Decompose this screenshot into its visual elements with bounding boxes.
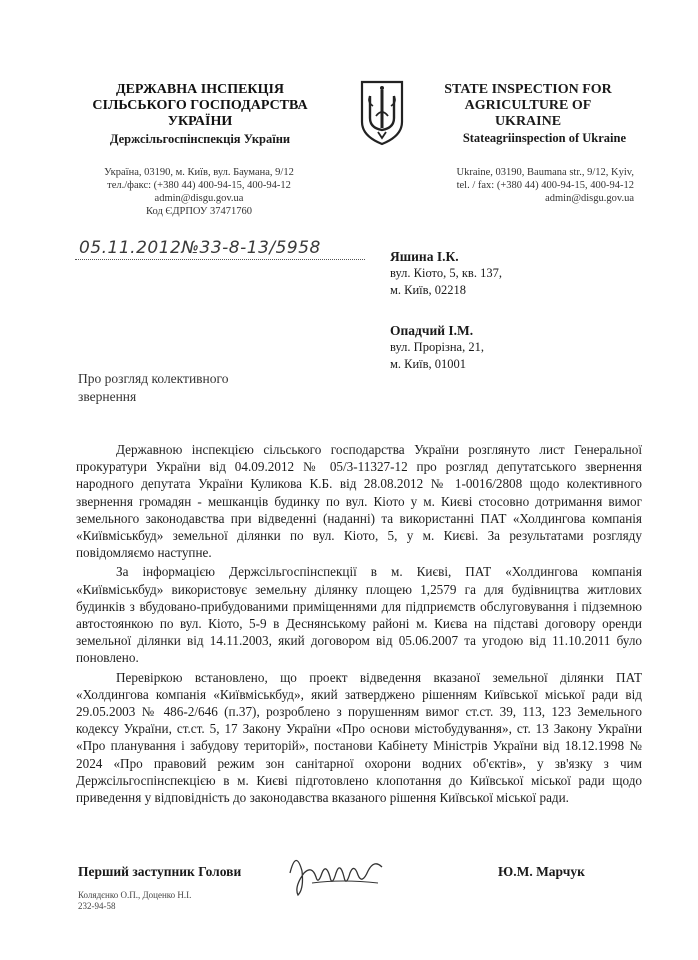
address-block-en <box>418 166 634 205</box>
signatory-name: Ю.М. Марчук <box>498 864 585 879</box>
email-ua: admin@disgu.gov.ua <box>154 193 244 204</box>
signatory-position: Перший заступник Голови <box>78 864 242 879</box>
handwritten-signature <box>282 843 402 903</box>
org-name-en-line1: STATE INSPECTION FOR <box>444 82 612 97</box>
registration-sep: № <box>181 238 200 258</box>
letter-body <box>76 441 642 808</box>
org-short-name-ua: Держсільгоспінспекція України <box>109 132 291 146</box>
org-name-ua-line3: УКРАЇНИ <box>167 114 233 129</box>
recipient-2-address-line1: вул. Прорізна, 21, <box>390 340 484 354</box>
body-paragraph-2: За інформацією Держсільгоспінспекції в м. Києві, ПАТ «Холдингова компанія «Київміськбуд» використовує земельну ділянку площею 1,2579 га для будівництва житлових будинків з вбудовано-прибудованими приміщеннями для підприємств обслуговування і підземною автостоянкою по вул. Кіото, 5-9 в Деснянському районі м. Києва на підставі договору оренди земельної ділянки від 14.11.2003, який договором від 05.06.2007 та угодою від 11.10.2011 було поновлено. <box>76 564 642 666</box>
recipient-2-address-line2: м. Київ, 01001 <box>390 357 467 371</box>
edrpou-code: Код ЄДРПОУ 37471760 <box>146 206 252 217</box>
executors-note <box>78 890 191 912</box>
address-block-ua <box>74 166 324 218</box>
org-name-en-line2: AGRICULTURE OF <box>464 98 592 113</box>
executors-names: Колядєнко О.П., Доценко Н.І. <box>78 890 192 900</box>
recipient-1-address-line1: вул. Кіото, 5, кв. 137, <box>390 266 502 280</box>
registration-date: 05.11.2012 <box>79 238 182 258</box>
address-en-line2: tel. / fax: (+380 44) 400-94-15, 400-94-12 <box>456 180 634 191</box>
registration-code: 33-8-13/5958 <box>199 238 321 258</box>
coat-of-arms-icon <box>354 78 410 148</box>
recipient-1-address-line2: м. Київ, 02218 <box>390 283 467 297</box>
registration-underline <box>75 259 365 260</box>
address-en-line1: Ukraine, 03190, Baumana str., 9/12, Kyiv, <box>456 167 634 178</box>
recipient-2 <box>390 322 484 373</box>
executors-phone: 232-94-58 <box>78 901 116 911</box>
body-paragraph-1: Державною інспекцією сільського господарства України розглянуто лист Генеральної прокуратури України від 04.09.2012 № 05/3-11327-12 про розгляд депутатського звернення народного депутата України Куликова К.Б. від 28.08.2012 № 1-0016/2808 щодо колективного звернення громадян - мешканців будинку по вул. Кіото у м. Києві стосовно дотримання вимог земельного законодавства при відведенні (наданні) та використанні ПАТ «Холдингова компанія «Київміськбуд» земельної ділянки по вул. Кіото, 5, у м. Києві. За результатами розгляду повідомляємо наступне. <box>76 442 642 561</box>
subject <box>78 370 278 406</box>
recipient-2-name: Опадчий І.М. <box>390 323 474 338</box>
recipient-1-name: Яшина І.К. <box>390 249 459 264</box>
registration-text <box>79 238 321 258</box>
org-name-ua-line2: СІЛЬСЬКОГО ГОСПОДАРСТВА <box>92 98 308 113</box>
subject-line1: Про розгляд колективного <box>78 371 229 386</box>
org-name-en-line3: UKRAINE <box>494 114 562 129</box>
body-paragraph-3: Перевіркою встановлено, що проект відведення вказаної земельної ділянки ПАТ «Холдингова компанія «Київміськбуд», який затверджено рішенням Київської міської ради від 29.05.2003 № 486-2/646 (п.37), розроблено з порушенням вимог ст.ст. 39, 113, 123 Земельного кодексу України, ст.ст. 5, 17 Закону України «Про основи містобудування», ст. 13 Закону України «Про планування і забудову територій», постанови Кабінету Міністрів України від 18.12.1998 № 2024 «Про правовий режим зон санітарної охорони водних об'єктів», у зв'язку з чим Держсільгоспінспекцією в м. Києві підготовлено клопотання до Київської міської ради щодо приведення у відповідність до законодавства вказаного рішення Київської міської ради. <box>76 669 642 806</box>
org-name-ua-line1: ДЕРЖАВНА ІНСПЕКЦІЯ <box>115 82 285 97</box>
header-ukrainian <box>70 82 330 147</box>
address-ua-line2: тел./факс: (+380 44) 400-94-15, 400-94-12 <box>107 180 291 191</box>
registration-number <box>75 238 365 262</box>
subject-line2: звернення <box>78 389 137 404</box>
header-english <box>418 82 638 146</box>
address-ua-line1: Україна, 03190, м. Київ, вул. Баумана, 9/12 <box>104 167 294 178</box>
org-short-name-en: Stateagriinspection of Ukraine <box>462 131 626 145</box>
email-en: admin@disgu.gov.ua <box>545 193 634 204</box>
recipient-1 <box>390 248 502 299</box>
